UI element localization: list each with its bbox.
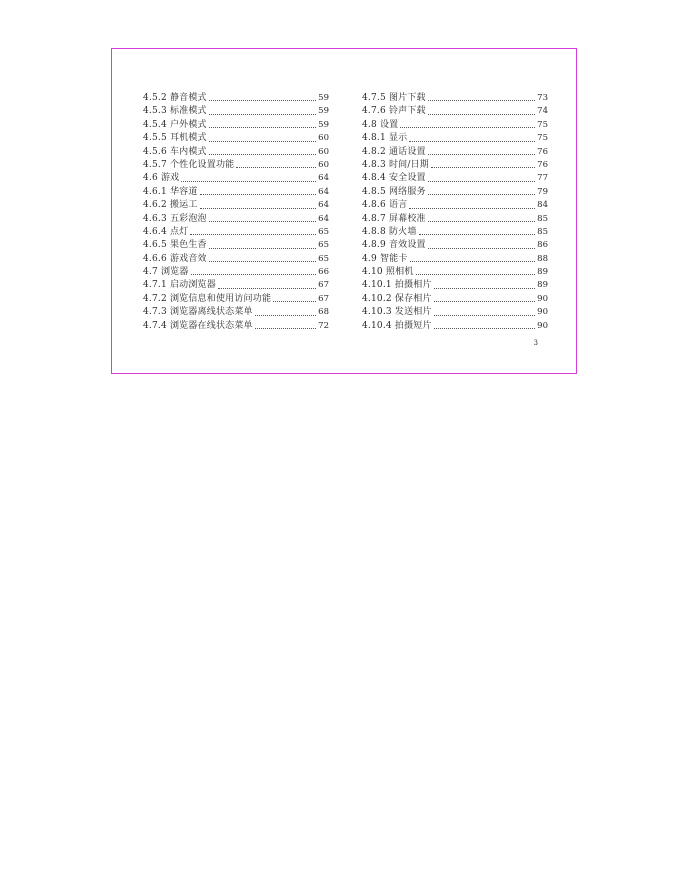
toc-entry-page: 59	[318, 92, 329, 103]
toc-entry	[362, 92, 548, 105]
toc-dot-leader	[416, 274, 536, 275]
toc-dot-leader	[434, 288, 535, 289]
toc-entry-label: 4.8.4 安全设置	[362, 173, 426, 184]
toc-dot-leader	[255, 315, 316, 316]
toc-entry-page: 90	[537, 293, 548, 304]
toc-dot-leader	[218, 288, 316, 289]
toc-entry-page: 85	[537, 226, 548, 237]
toc-entry-label: 4.6.1 华容道	[143, 186, 198, 197]
toc-entry-page: 84	[537, 200, 548, 211]
toc-entry	[362, 279, 548, 292]
toc-entry-label: 4.10.2 保存相片	[362, 293, 432, 304]
toc-entry	[143, 186, 329, 199]
toc-entry-page: 75	[537, 133, 548, 144]
toc-entry-page: 85	[537, 213, 548, 224]
toc-entry	[143, 92, 329, 105]
toc-entry	[362, 293, 548, 306]
toc-entry	[362, 132, 548, 145]
toc-entry-label: 4.8.1 显示	[362, 133, 408, 144]
toc-entry-label: 4.8.6 语言	[362, 200, 408, 211]
toc-dot-leader	[255, 328, 316, 329]
toc-entry	[143, 239, 329, 252]
toc-entry-label: 4.7.3 浏览器离线状态菜单	[143, 307, 253, 318]
toc-entry	[143, 266, 329, 279]
toc-dot-leader	[428, 194, 535, 195]
toc-dot-leader	[419, 234, 536, 235]
toc-dot-leader	[209, 261, 316, 262]
toc-dot-leader	[428, 248, 535, 249]
toc-dot-leader	[428, 181, 535, 182]
page-number: 3	[533, 339, 538, 347]
toc-entry	[143, 213, 329, 226]
toc-entry-page: 60	[318, 146, 329, 157]
toc-entry-label: 4.6.6 游戏音效	[143, 253, 207, 264]
toc-entry-page: 86	[537, 240, 548, 251]
toc-dot-leader	[410, 261, 536, 262]
toc-entry	[362, 159, 548, 172]
toc-entry-label: 4.5.6 车内模式	[143, 146, 207, 157]
toc-entry-page: 67	[318, 280, 329, 291]
toc-entry	[362, 226, 548, 239]
toc-dot-leader	[209, 141, 316, 142]
toc-entry-label: 4.7 浏览器	[143, 267, 189, 278]
toc-entry-page: 77	[537, 173, 548, 184]
toc-dot-leader	[431, 167, 535, 168]
toc-dot-leader	[200, 194, 317, 195]
toc-dot-leader	[181, 181, 316, 182]
toc-dot-leader	[409, 208, 535, 209]
toc-entry-label: 4.10.4 拍摄短片	[362, 320, 432, 331]
toc-entry	[362, 239, 548, 252]
toc-entry-label: 4.6.2 搬运工	[143, 200, 198, 211]
toc-dot-leader	[209, 127, 316, 128]
toc-entry-label: 4.7.6 铃声下载	[362, 106, 426, 117]
toc-entry	[143, 226, 329, 239]
toc-dot-leader	[428, 154, 535, 155]
toc-entry	[362, 199, 548, 212]
toc-entry-label: 4.6 游戏	[143, 173, 180, 184]
toc-entry-page: 66	[318, 267, 329, 278]
toc-dot-leader	[190, 234, 316, 235]
toc-dot-leader	[236, 167, 316, 168]
toc-entry-label: 4.7.1 启动浏览器	[143, 280, 216, 291]
toc-entry	[143, 279, 329, 292]
toc-entry-page: 76	[537, 146, 548, 157]
toc-entry-label: 4.8.7 屏幕校准	[362, 213, 426, 224]
toc-dot-leader	[209, 248, 316, 249]
toc-entry-page: 89	[537, 280, 548, 291]
toc-entry-page: 59	[318, 119, 329, 130]
toc-entry-label: 4.7.2 浏览信息和使用访问功能	[143, 293, 272, 304]
toc-entry-page: 79	[537, 186, 548, 197]
toc-dot-leader	[209, 100, 316, 101]
toc-entry-page: 76	[537, 159, 548, 170]
toc-entry-label: 4.7.4 浏览器在线状态菜单	[143, 320, 253, 331]
toc-left-column	[143, 92, 329, 333]
toc-entry	[362, 186, 548, 199]
toc-entry	[362, 172, 548, 185]
toc-dot-leader	[191, 274, 317, 275]
toc-entry-label: 4.7.5 图片下载	[362, 92, 426, 103]
toc-entry-page: 65	[318, 253, 329, 264]
toc-entry-page: 88	[537, 253, 548, 264]
toc-entry-label: 4.6.3 五彩泡泡	[143, 213, 207, 224]
toc-entry-page: 90	[537, 320, 548, 331]
toc-entry-page: 64	[318, 200, 329, 211]
toc-entry-page: 72	[318, 320, 329, 331]
toc-entry-label: 4.8.2 通话设置	[362, 146, 426, 157]
toc-entry-label: 4.8.3 时间/日期	[362, 159, 429, 170]
toc-entry-label: 4.8.5 网络服务	[362, 186, 426, 197]
toc-entry-label: 4.10 照相机	[362, 267, 414, 278]
toc-entry-label: 4.10.3 发送相片	[362, 307, 432, 318]
toc-entry	[362, 253, 548, 266]
toc-entry-page: 74	[537, 106, 548, 117]
toc-dot-leader	[428, 114, 535, 115]
toc-entry-page: 59	[318, 106, 329, 117]
toc-dot-leader	[428, 221, 535, 222]
toc-entry-page: 65	[318, 226, 329, 237]
toc-right-column	[362, 92, 548, 333]
toc-entry	[362, 146, 548, 159]
toc-entry-label: 4.9 智能卡	[362, 253, 408, 264]
toc-entry	[143, 105, 329, 118]
toc-entry	[362, 119, 548, 132]
toc-entry-label: 4.5.4 户外模式	[143, 119, 207, 130]
toc-entry-label: 4.5.7 个性化设置功能	[143, 159, 235, 170]
toc-dot-leader	[409, 141, 535, 142]
toc-dot-leader	[428, 100, 535, 101]
toc-entry-label: 4.10.1 拍摄相片	[362, 280, 432, 291]
toc-entry	[143, 306, 329, 319]
toc-entry-page: 68	[318, 307, 329, 318]
toc-entry-label: 4.8 设置	[362, 119, 399, 130]
toc-entry-page: 90	[537, 307, 548, 318]
toc-dot-leader	[209, 114, 316, 115]
toc-entry-page: 64	[318, 173, 329, 184]
toc-entry-label: 4.8.9 音效设置	[362, 240, 426, 251]
toc-entry	[362, 105, 548, 118]
toc-entry-label: 4.5.5 耳机模式	[143, 133, 207, 144]
toc-entry	[362, 306, 548, 319]
toc-dot-leader	[209, 221, 316, 222]
toc-entry-label: 4.5.2 静音模式	[143, 92, 207, 103]
toc-dot-leader	[209, 154, 316, 155]
toc-dot-leader	[273, 301, 316, 302]
toc-entry	[362, 266, 548, 279]
toc-entry	[143, 253, 329, 266]
toc-entry-page: 60	[318, 133, 329, 144]
toc-entry-label: 4.5.3 标准模式	[143, 106, 207, 117]
toc-entry	[143, 293, 329, 306]
toc-entry-page: 89	[537, 267, 548, 278]
toc-entry-label: 4.6.5 果色生香	[143, 240, 207, 251]
toc-entry	[143, 320, 329, 333]
toc-entry	[143, 132, 329, 145]
toc-entry	[143, 172, 329, 185]
toc-entry-page: 67	[318, 293, 329, 304]
toc-dot-leader	[200, 208, 317, 209]
toc-dot-leader	[434, 301, 535, 302]
toc-entry-page: 64	[318, 186, 329, 197]
toc-entry	[143, 119, 329, 132]
toc-entry-page: 75	[537, 119, 548, 130]
toc-dot-leader	[434, 315, 535, 316]
toc-entry-page: 73	[537, 92, 548, 103]
toc-dot-leader	[434, 328, 535, 329]
toc-entry-page: 64	[318, 213, 329, 224]
toc-entry-page: 65	[318, 240, 329, 251]
toc-dot-leader	[400, 127, 535, 128]
toc-entry	[143, 146, 329, 159]
toc-entry-page: 60	[318, 159, 329, 170]
toc-entry	[143, 199, 329, 212]
toc-entry-label: 4.8.8 防火墙	[362, 226, 417, 237]
document-page	[111, 48, 577, 374]
toc-entry	[143, 159, 329, 172]
toc-entry	[362, 213, 548, 226]
toc-entry	[362, 320, 548, 333]
toc-entry-label: 4.6.4 点灯	[143, 226, 189, 237]
